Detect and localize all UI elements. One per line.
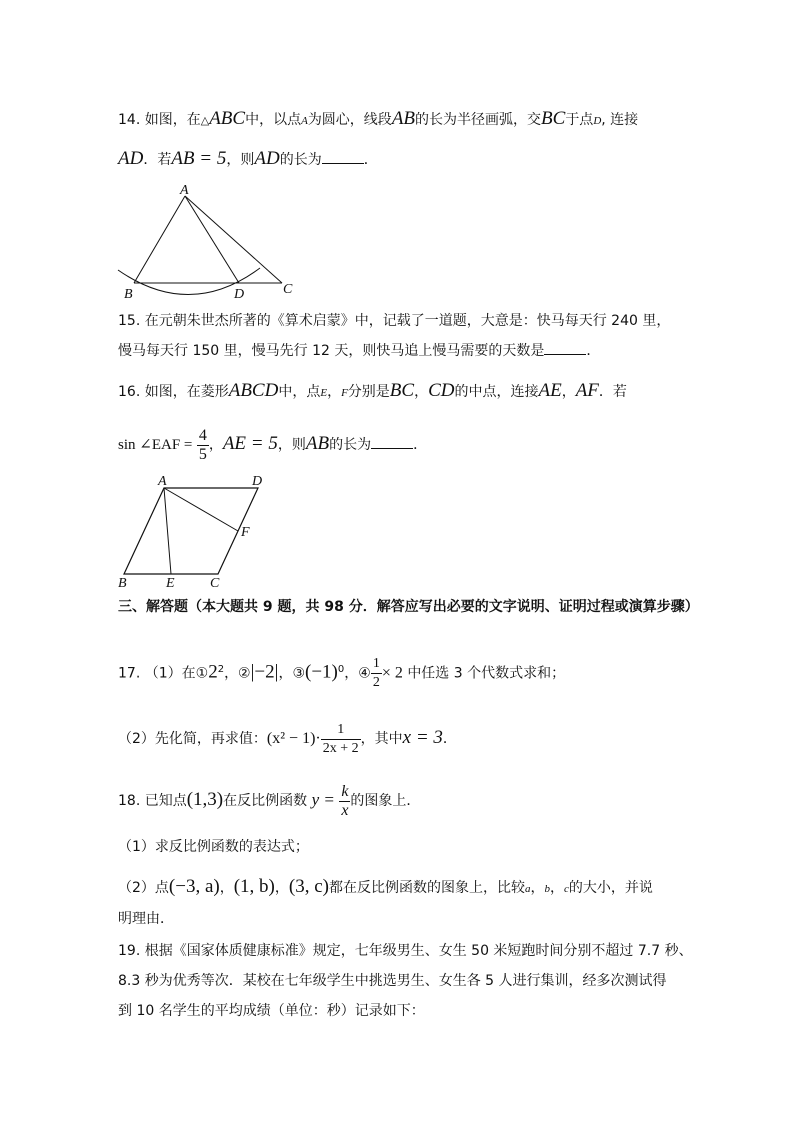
q18-part-2: （2）点(−3, a)，(1, b)，(3, c)都在反比例函数的图象上，比较a，b，c的大小，并说 bbox=[118, 876, 653, 897]
fraction-k-x: $\frac{k}{x}$ bbox=[341, 782, 349, 819]
q19-line-1: 19. 根据《国家体质健康标准》规定，七年级男生、女生 50 米短跑时间分别不超过 7.7 秒、 bbox=[118, 943, 693, 959]
q18-part-2-cont: 明理由． bbox=[118, 911, 174, 927]
segment-ab bbox=[134, 196, 185, 283]
label-f: F bbox=[241, 525, 250, 540]
segment-af bbox=[164, 488, 238, 531]
segment-ad bbox=[185, 196, 239, 283]
label-a: A bbox=[158, 474, 167, 489]
answer-blank[interactable] bbox=[322, 149, 364, 164]
label-b: B bbox=[118, 576, 127, 590]
q15-line-2: 慢马每天行 150 里，慢马先行 12 天，则快马追上慢马需要的天数是 ． bbox=[118, 340, 600, 362]
q19-line-3: 到 10 名学生的平均成绩（单位：秒）记录如下： bbox=[118, 1003, 425, 1019]
q19-line-2: 8.3 秒为优秀等次．某校在七年级学生中挑选男生、女生各 5 人进行集训，经多次测试得 bbox=[118, 973, 667, 989]
q15-line-1: 15. 在元朝朱世杰所著的《算术启蒙》中，记载了一道题，大意是：快马每天行 240 里， bbox=[118, 313, 671, 329]
q14-line-1: 14. 如图，在△ABC中，以点A为圆心，线段AB的长为半径画弧，交BC于点D, 连接 bbox=[118, 108, 639, 129]
label-c: C bbox=[210, 576, 220, 590]
answer-blank[interactable] bbox=[544, 340, 586, 355]
fraction-4-5: $\frac{4}{5}$ bbox=[198, 426, 207, 463]
triangle-symbol: △ bbox=[200, 115, 210, 127]
label-b: B bbox=[124, 287, 133, 302]
q18-line-1: 18. 已知点(1,3)在反比例函数 y = $\frac{k}{x}$ 的图象上． bbox=[118, 782, 421, 819]
q16-line-2: sin ∠EAF = $\frac{4}{5}$ ，AE = 5，则AB的长为 ． bbox=[118, 426, 428, 463]
q17-line-2: （2）先化简，再求值：(x² − 1)· $\frac{1}{2x + 2}$ ，其中x = 3． bbox=[118, 721, 457, 756]
answer-blank[interactable] bbox=[371, 434, 413, 449]
fraction-expr: $\frac{1}{2x + 2}$ bbox=[322, 721, 359, 756]
q16-line-1: 16. 如图，在菱形ABCD中，点E，F分别是BC，CD的中点，连接AE，AF．若 bbox=[118, 380, 627, 401]
label-a: A bbox=[180, 183, 189, 198]
label-d: D bbox=[252, 474, 263, 489]
segment-ae bbox=[164, 488, 171, 574]
label-c: C bbox=[283, 282, 293, 297]
fraction-1-2: $\frac{1}{2}$ bbox=[372, 656, 380, 691]
q14-line-2: AD．若AB = 5，则AD的长为 ． bbox=[118, 148, 378, 169]
label-d: D bbox=[234, 287, 245, 302]
q16-rhombus-figure bbox=[112, 470, 292, 590]
q17-line-1: 17. （1）在$①2^2$，②|−2|，$③(-1)^0$，④ $\frac{1}{2}$ × 2 中任选 3 个代数式求和； bbox=[118, 656, 566, 691]
q14-triangle-figure bbox=[110, 180, 310, 305]
q18-part-1: （1）求反比例函数的表达式； bbox=[118, 839, 309, 855]
segment-ac bbox=[185, 196, 282, 283]
section-heading: 三、解答题（本大题共 9 题，共 98 分．解答应写出必要的文字说明、证明过程或演算步骤） bbox=[118, 599, 699, 615]
label-e: E bbox=[166, 576, 175, 590]
